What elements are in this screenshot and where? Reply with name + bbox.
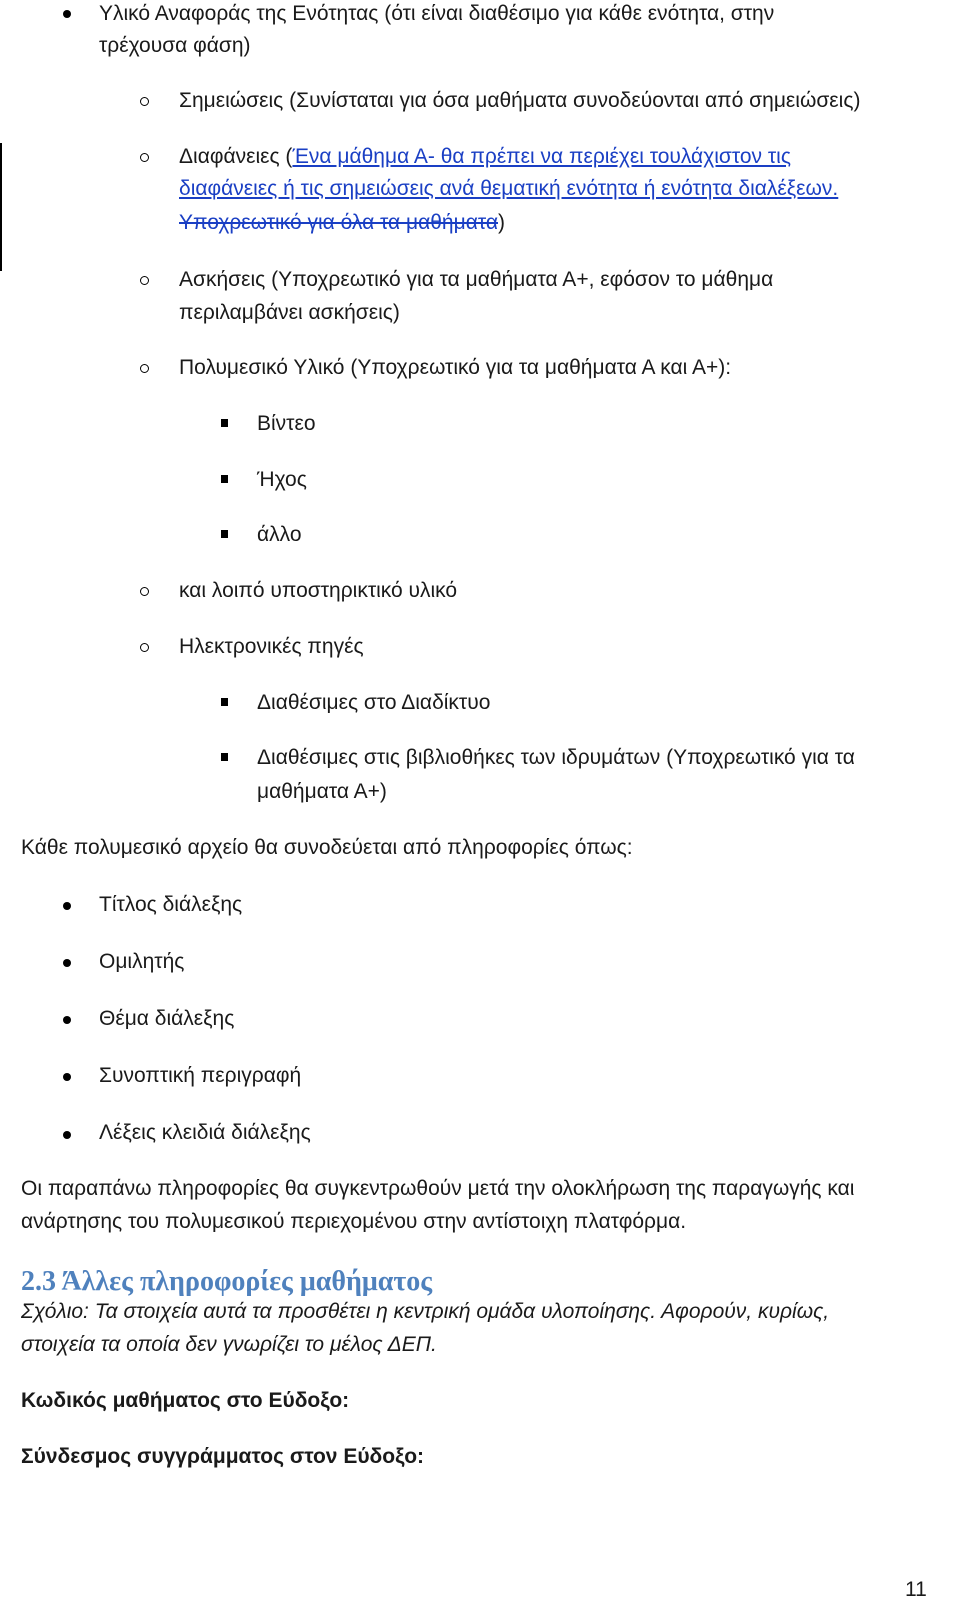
bullet-square-icon: [221, 419, 228, 427]
bullet-dot-icon: [63, 959, 71, 967]
section-heading: 2.3 Άλλες πληροφορίες μαθήματος: [21, 1266, 433, 1297]
bullet-square-icon: [221, 530, 228, 538]
slides-link-text1[interactable]: Ένα μάθημα Α- θα πρέπει να περιέχει τουλάχιστον τις: [292, 145, 791, 168]
info-keywords: Λέξεις κλειδιά διάλεξης: [99, 1121, 311, 1144]
comment-line2: στοιχεία τα οποία δεν γνωρίζει το μέλος ΔΕΠ.: [21, 1333, 437, 1356]
slides-line3: [179, 207, 505, 239]
bullet-dot-icon: [63, 1016, 71, 1024]
bullet-circle-icon: [140, 643, 149, 652]
support-material-item: και λοιπό υποστηρικτικό υλικό: [179, 579, 458, 602]
bullet-dot-icon: [63, 1131, 71, 1139]
reference-material-line2: τρέχουσα φάση): [99, 34, 251, 57]
multimedia-item: Πολυμεσικό Υλικό (Υποχρεωτικό για τα μαθήματα Α και Α+):: [179, 356, 732, 379]
notes-item: Σημειώσεις (Συνίσταται για όσα μαθήματα συνοδεύονται από σημειώσεις): [179, 89, 861, 112]
slides-suffix: ): [498, 211, 505, 234]
page-number: 11: [905, 1578, 927, 1601]
bullet-circle-icon: [140, 153, 149, 162]
paragraph-line1: Οι παραπάνω πληροφορίες θα συγκεντρωθούν μετά την ολοκλήρωση της παραγωγής και: [21, 1177, 855, 1200]
slides-line1: [179, 141, 791, 173]
multimedia-audio: Ήχος: [257, 468, 307, 491]
info-summary: Συνοπτική περιγραφή: [99, 1064, 302, 1087]
electronic-sources-item: Ηλεκτρονικές πηγές: [179, 635, 364, 658]
info-speaker: Ομιλητής: [99, 950, 185, 973]
bullet-circle-icon: [140, 97, 149, 106]
slides-link-text2[interactable]: διαφάνειες ή τις σημειώσεις ανά θεματική ενότητα ή ενότητα διαλέξεων.: [179, 177, 839, 200]
bullet-square-icon: [221, 753, 228, 761]
electronic-internet: Διαθέσιμες στο Διαδίκτυο: [257, 691, 491, 714]
bullet-square-icon: [221, 475, 228, 483]
bullet-square-icon: [221, 698, 228, 706]
electronic-libraries-line2: μαθήματα Α+): [257, 780, 387, 803]
info-title: Τίτλος διάλεξης: [99, 893, 243, 916]
slides-prefix: Διαφάνειες (: [179, 145, 293, 168]
bullet-circle-icon: [140, 587, 149, 596]
info-intro: Κάθε πολυμεσικό αρχείο θα συνοδεύεται από πληροφορίες όπως:: [21, 836, 633, 859]
electronic-libraries-line1: Διαθέσιμες στις βιβλιοθήκες των ιδρυμάτων (Υποχρεωτικό για τα: [257, 746, 855, 769]
info-topic: Θέμα διάλεξης: [99, 1007, 235, 1030]
eudoxus-textbook-link-label: Σύνδεσμος συγγράμματος στον Εύδοξο:: [21, 1445, 425, 1468]
paragraph-line2: ανάρτησης του πολυμεσικού περιεχομένου στην αντίστοιχη πλατφόρμα.: [21, 1210, 687, 1233]
exercises-line1: Ασκήσεις (Υποχρεωτικό για τα μαθήματα Α+, εφόσον το μάθημα: [179, 268, 774, 291]
slides-line2: [179, 173, 838, 205]
reference-material-line1: Υλικό Αναφοράς της Ενότητας (ότι είναι διαθέσιμο για κάθε ενότητα, στην: [99, 2, 775, 25]
change-bar: [0, 143, 2, 271]
bullet-circle-icon: [140, 276, 149, 285]
exercises-line2: περιλαμβάνει ασκήσεις): [179, 301, 400, 324]
comment-line1: Σχόλιο: Τα στοιχεία αυτά τα προσθέτει η κεντρική ομάδα υλοποίησης. Αφορούν, κυρίως,: [21, 1300, 830, 1323]
bullet-dot-icon: [63, 10, 71, 18]
bullet-dot-icon: [63, 902, 71, 910]
multimedia-video: Βίντεο: [257, 412, 316, 435]
multimedia-other: άλλο: [257, 523, 302, 546]
bullet-circle-icon: [140, 364, 149, 373]
bullet-dot-icon: [63, 1073, 71, 1081]
slides-struck-text: Υποχρεωτικό για όλα τα μαθήματα: [179, 211, 498, 234]
eudoxus-course-code-label: Κωδικός μαθήματος στο Εύδοξο:: [21, 1389, 350, 1412]
